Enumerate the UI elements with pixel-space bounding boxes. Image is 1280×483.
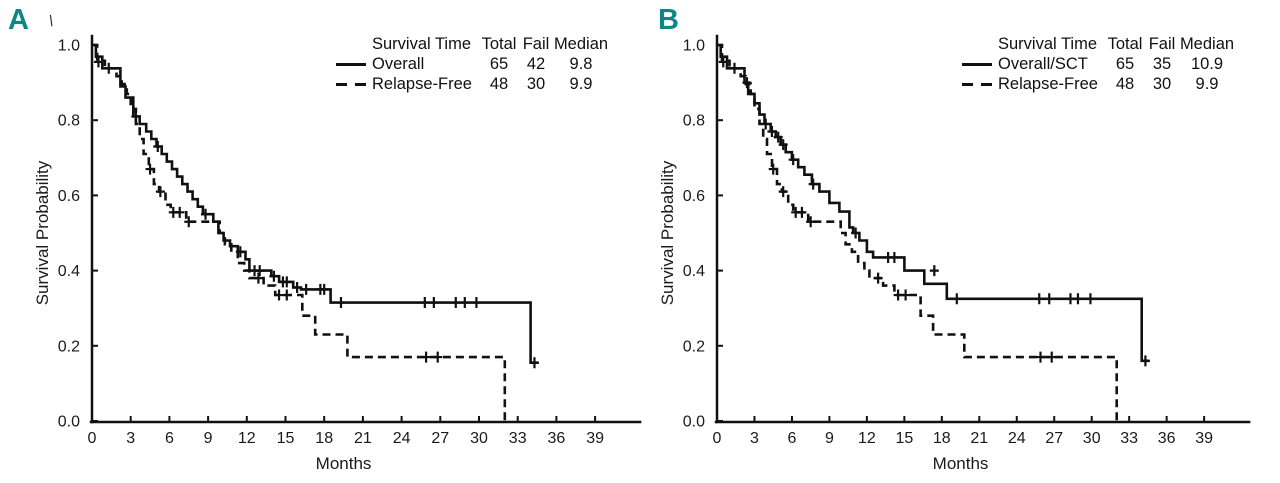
censor-plus-icon [1073,293,1082,304]
censor-plus-icon [952,293,961,304]
x-tick-label: 18 [932,430,951,447]
x-tick-label: 30 [470,430,488,447]
censor-marks-relapse-free [146,164,443,363]
x-tick-label: 24 [392,430,411,447]
censor-plus-icon [420,297,429,308]
censor-plus-icon [422,352,431,363]
panel-a-x-axis-title: Months [315,454,372,473]
y-tick-label: 0.2 [57,338,80,356]
solid-line-icon [962,63,992,66]
x-tick-label: 15 [276,430,295,447]
x-tick-label: 21 [970,430,989,447]
censor-plus-icon [1035,293,1044,304]
legend-header-median: Median [553,35,609,53]
censor-plus-icon [874,273,883,284]
y-tick-label: 0.8 [57,112,80,130]
legend-header-total: Total [1107,35,1143,53]
censor-marks-relapse-free [769,164,1057,363]
x-tick-label: 27 [1045,430,1064,447]
legend-series-name: Relapse-Free [998,75,1098,93]
panel-b [658,36,1249,473]
x-tick-label: 12 [857,430,876,447]
legend-series-fail: 30 [526,75,546,93]
x-tick-label: 39 [1195,430,1214,447]
curve-relapse-free [717,45,1117,421]
censor-plus-icon [779,186,788,197]
y-tick-label: 0.6 [57,187,80,205]
legend-header-fail: Fail [1148,35,1176,53]
censor-plus-icon [433,352,442,363]
legend-header-median: Median [1179,35,1235,53]
legend-series-total: 48 [489,75,509,93]
legend-header-fail: Fail [522,35,550,53]
x-tick-label: 30 [1082,430,1101,447]
x-tick-label: 15 [895,430,914,447]
censor-plus-icon [1036,352,1045,363]
x-tick-label: 0 [87,430,97,447]
panel-a-tick-labels [58,38,604,448]
legend-series-name: Relapse-Free [372,75,472,93]
y-tick-label: 0.8 [682,112,705,130]
x-tick-label: 33 [1120,430,1139,447]
y-tick-label: 1.0 [57,37,80,55]
y-tick-label: 0.2 [682,338,705,356]
panel-a-label: A [8,4,29,36]
x-tick-label: 6 [787,430,797,447]
x-tick-label: 27 [431,430,450,447]
censor-plus-icon [451,297,460,308]
legend-series-fail: 35 [1152,55,1172,73]
y-tick-label: 0.0 [682,413,705,431]
panel-b-ticks [717,45,1204,422]
solid-line-icon [336,63,366,66]
censor-plus-icon [809,179,818,190]
legend-line-sample-overall [336,55,372,74]
censor-plus-icon [156,186,165,197]
censor-plus-icon [797,207,806,218]
x-tick-label: 36 [547,430,566,447]
legend-panel-a [336,35,608,94]
censor-plus-icon [302,284,311,295]
y-tick-label: 0.6 [682,187,705,205]
legend-line-sample-relapse-free [962,75,998,94]
x-tick-label: 9 [824,430,834,447]
legend-series-name: Overall [372,55,425,73]
y-tick-label: 0.4 [682,263,705,281]
censor-plus-icon [789,154,798,165]
panel-a [33,36,640,473]
legend-series-total: 65 [1115,55,1135,73]
panel-b-y-axis-title: Survival Probability [658,160,677,306]
x-tick-label: 33 [508,430,527,447]
legend-swatch-spacer [336,35,372,54]
legend-series-fail: 42 [526,55,546,73]
dashed-line-icon [962,83,992,86]
censor-plus-icon [930,265,939,276]
legend-line-sample-relapse-free [336,75,372,94]
legend-series-median: 9.9 [1195,75,1219,93]
legend-header-survival-time: Survival Time [998,35,1098,53]
legend-series-median: 9.8 [569,55,593,73]
x-tick-label: 0 [712,430,722,447]
censor-plus-icon [255,265,264,276]
legend-series-name: Overall/SCT [998,55,1088,73]
x-tick-label: 24 [1007,430,1026,447]
y-tick-label: 1.0 [682,37,705,55]
x-tick-label: 3 [126,430,136,447]
censor-plus-icon [901,290,910,301]
legend-panel-b [962,35,1234,94]
dashed-line-icon [336,83,366,86]
y-tick-label: 0.4 [57,263,80,281]
censor-plus-icon [1045,293,1054,304]
censor-plus-icon [282,290,291,301]
censor-plus-icon [336,297,345,308]
curve-relapse-free [92,45,505,421]
x-tick-label: 39 [586,430,604,447]
legend-swatch-spacer [962,35,998,54]
legend-header-survival-time: Survival Time [372,35,472,53]
panel-a-ticks [92,45,595,422]
x-tick-label: 9 [203,430,213,447]
x-tick-label: 12 [237,430,256,447]
censor-plus-icon [175,207,184,218]
legend-series-median: 10.9 [1190,55,1224,73]
legend-series-fail: 30 [1152,75,1172,93]
y-tick-label: 0.0 [57,413,80,431]
censor-plus-icon [460,297,469,308]
x-tick-label: 3 [750,430,759,447]
x-tick-label: 21 [354,430,372,447]
censor-plus-icon [429,297,438,308]
legend-line-sample-overall-sct [962,55,998,74]
legend-series-total: 65 [489,55,509,73]
censor-plus-icon [472,297,481,308]
legend-series-median: 9.9 [569,75,593,93]
panel-b-x-axis-title: Months [932,454,989,473]
legend-series-total: 48 [1115,75,1135,93]
censor-plus-icon [890,252,899,263]
panel-b-tick-labels [683,38,1213,448]
panel-a-y-axis-title: Survival Probability [33,160,52,306]
x-tick-label: 18 [315,430,334,447]
x-tick-label: 36 [1157,430,1176,447]
censor-plus-icon [1086,293,1095,304]
censor-plus-icon [1047,352,1056,363]
x-tick-label: 6 [164,430,174,447]
panel-b-label: B [658,4,679,36]
stray-mark: \ [47,12,55,31]
censor-marks-overall-sct [719,56,1150,366]
legend-header-total: Total [481,35,517,53]
